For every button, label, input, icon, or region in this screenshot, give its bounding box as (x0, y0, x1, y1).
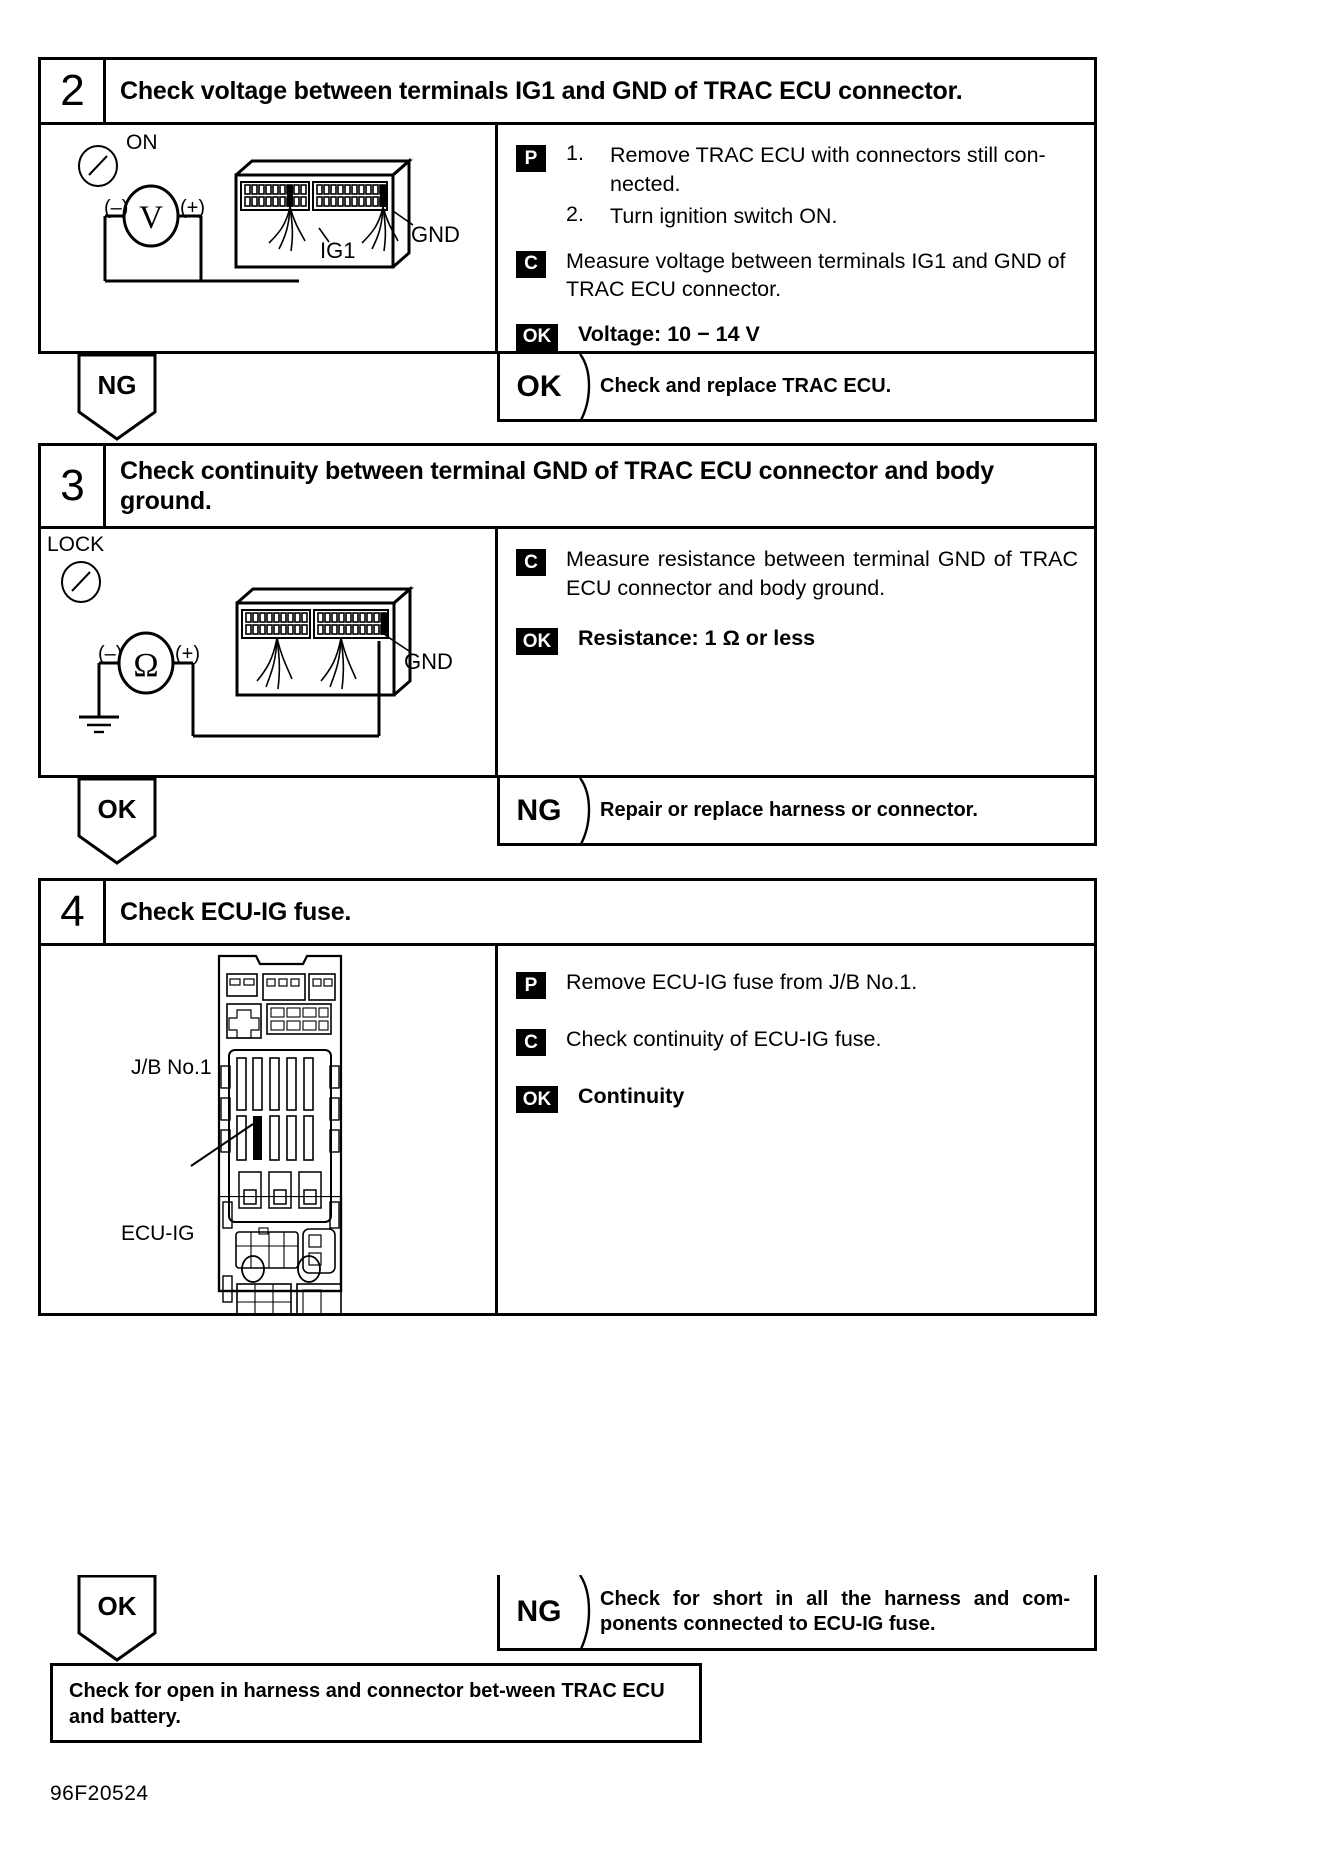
minus-probe-label: (–) (98, 643, 123, 665)
result-divider (578, 778, 600, 843)
step-4-result-action: Check for short in all the harness and com-ponents connected to ECU-IG fuse. (600, 1587, 1070, 1635)
prepare-item-2 (566, 202, 1078, 231)
step-2-title: Check voltage between terminals IG1 and GND of TRAC ECU connector. (120, 76, 963, 105)
prepare-item-1 (566, 141, 1078, 198)
instruction-row-check (516, 1025, 1078, 1056)
step-3-number: 3 (41, 446, 106, 526)
junction-block-label: J/B No.1 (131, 1056, 212, 1079)
step-block-4 (38, 878, 1097, 1316)
instruction-row-prepare (516, 968, 1078, 999)
ignition-lock-label: LOCK (47, 533, 105, 556)
step-3-diagram (41, 529, 498, 778)
badge-p-icon: P (516, 145, 546, 172)
plus-probe-label: (+) (175, 643, 200, 665)
instruction-row-ok (516, 624, 1078, 655)
junction-block-lower (41, 1196, 498, 1566)
step-4-instructions (498, 946, 1094, 1316)
badge-c-icon: C (516, 1029, 546, 1056)
step-block-3 (38, 443, 1097, 778)
instruction-row-ok (516, 320, 1078, 351)
ok-spec-text: Continuity (578, 1084, 685, 1108)
prepare-item-1-text: Remove TRAC ECU with connectors still con-nected. (610, 143, 1046, 196)
step-4-title: Check ECU-IG fuse. (120, 897, 352, 926)
final-instruction-text: Check for open in harness and connector bet-ween TRAC ECU and battery. (69, 1680, 665, 1729)
ok-arrow-label: OK (97, 1590, 137, 1621)
step-2-ng-arrow (76, 354, 158, 442)
instruction-row-check (516, 247, 1078, 304)
step-2-diagram (41, 125, 498, 353)
step-3-body (41, 529, 1094, 778)
check-text: Measure resistance between terminal GND of TRAC ECU connector and body ground. (566, 547, 1078, 600)
step-3-result-action: Repair or replace harness or connector. (600, 799, 978, 821)
step-3-title: Check continuity between terminal GND of TRAC ECU connector and body ground. (120, 456, 994, 515)
svg-text:Ω: Ω (133, 647, 159, 684)
prepare-text: Remove ECU-IG fuse from J/B No.1. (566, 970, 918, 994)
check-text: Check continuity of ECU-IG fuse. (566, 1027, 882, 1051)
instruction-row-check (516, 545, 1078, 602)
step-3-ok-arrow (76, 778, 158, 866)
ok-arrow-label: OK (97, 793, 137, 824)
final-instruction-box (50, 1663, 702, 1743)
step-2-ok-result-box (497, 354, 1097, 422)
result-divider (578, 1575, 600, 1648)
prepare-item-1-number: 1. (566, 141, 584, 165)
prepare-item-2-number: 2. (566, 202, 584, 227)
step-4-result-judge: NG (516, 1594, 562, 1628)
instruction-row-prepare (516, 141, 1078, 231)
step-4-diagram (41, 946, 498, 1316)
svg-text:V: V (139, 200, 163, 236)
ng-arrow-label: NG (97, 369, 137, 400)
step-3-header (41, 446, 1094, 529)
ok-spec-text: Resistance: 1 Ω or less (578, 626, 816, 651)
step-2-result-judge: OK (516, 369, 562, 403)
terminal-label-ig1: IG1 (320, 238, 356, 263)
step-2-result-action: Check and replace TRAC ECU. (600, 375, 892, 397)
ecu-ig-fuse-label: ECU-IG (121, 1222, 195, 1245)
step-block-2 (38, 57, 1097, 354)
step-3-instructions (498, 529, 1094, 778)
instruction-row-ok (516, 1082, 1078, 1113)
badge-c-icon: C (516, 549, 546, 576)
step-3-result-judge: NG (516, 793, 562, 827)
step-4-number: 4 (41, 881, 106, 943)
ignition-state-label: ON (126, 131, 158, 154)
result-divider (578, 354, 600, 419)
step-2-number: 2 (41, 60, 106, 122)
step-3-ng-result-box (497, 778, 1097, 846)
badge-ok-icon: OK (516, 628, 558, 655)
badge-ok-icon: OK (516, 1086, 558, 1113)
step-4-body (41, 946, 1094, 1316)
badge-ok-icon: OK (516, 324, 558, 351)
ok-spec-text: Voltage: 10 − 14 V (578, 321, 760, 346)
terminal-label-gnd: GND (404, 649, 453, 674)
check-text: Measure voltage between terminals IG1 and GND of TRAC ECU connector. (566, 248, 1066, 302)
plus-probe-label: (+) (180, 197, 205, 219)
document-code: 96F20524 (50, 1782, 149, 1805)
step-4-ng-result-box (497, 1575, 1097, 1651)
minus-probe-label: (–) (104, 197, 129, 219)
badge-c-icon: C (516, 251, 546, 278)
step-4-ok-arrow (76, 1575, 158, 1663)
prepare-item-2-text: Turn ignition switch ON. (610, 204, 838, 229)
step-4-header (41, 881, 1094, 946)
step-2-header (41, 60, 1094, 125)
badge-p-icon: P (516, 972, 546, 999)
step-2-body (41, 125, 1094, 353)
step-2-instructions (498, 125, 1094, 353)
terminal-label-gnd: GND (411, 222, 460, 247)
